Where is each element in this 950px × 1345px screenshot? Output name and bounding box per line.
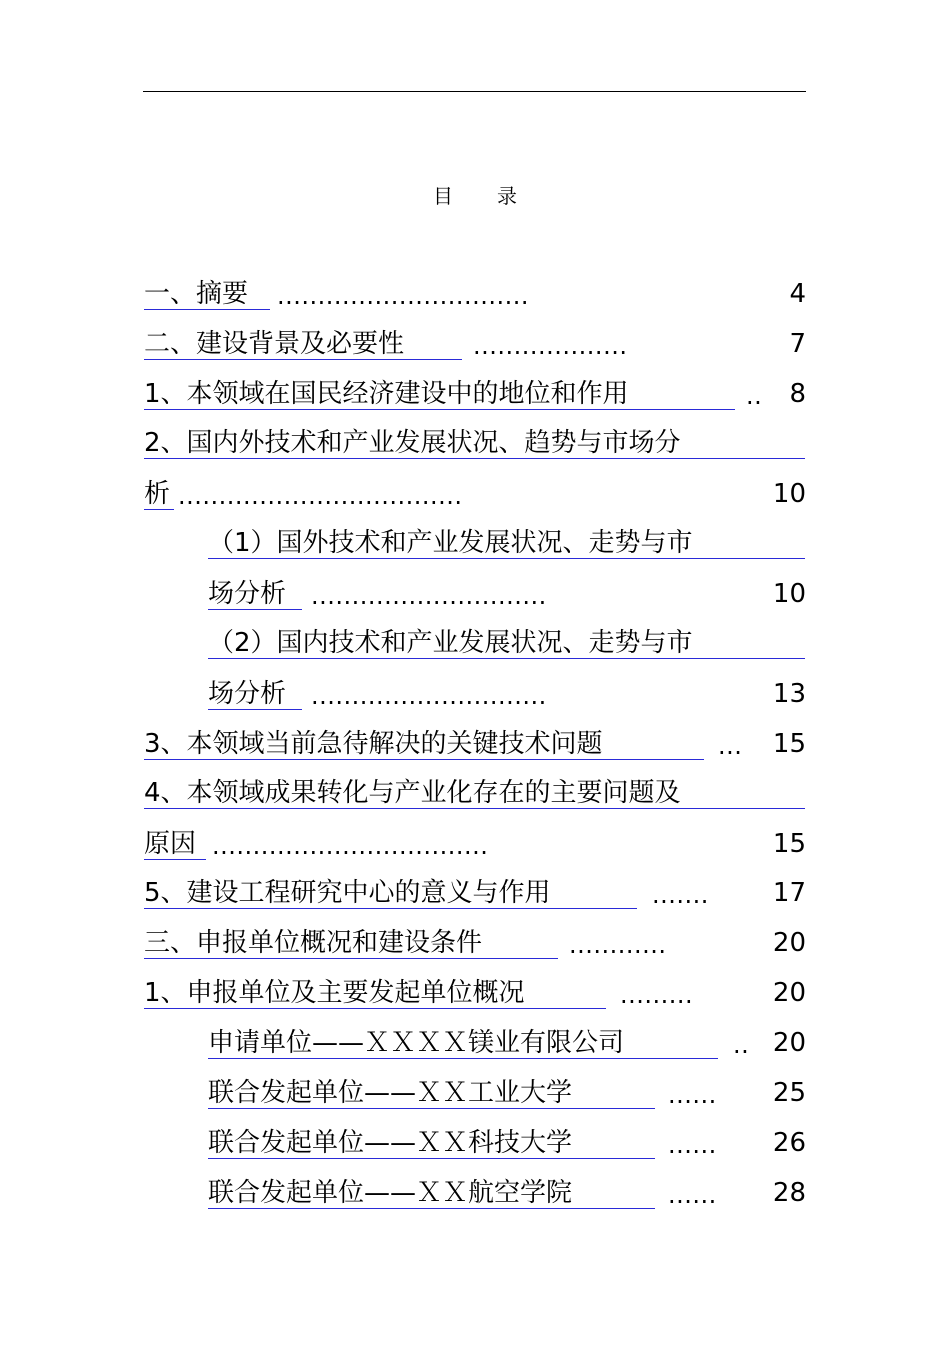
page-number: 15	[772, 729, 806, 759]
page-number: 28	[772, 1178, 806, 1208]
leader-dots: ............	[569, 931, 667, 959]
page-number: 17	[772, 878, 806, 908]
leader-dots: .............................	[311, 682, 547, 710]
page-number: 15	[772, 829, 806, 859]
leader-dots: ...	[718, 732, 743, 760]
page-number: 10	[772, 579, 806, 609]
leader-dots: ..	[733, 1031, 750, 1059]
leader-dots: ......	[668, 1131, 717, 1159]
leader-dots: .......	[652, 881, 709, 909]
page-number: 8	[789, 379, 806, 409]
leader-dots: ..................................	[212, 832, 489, 860]
leader-dots: ...................	[473, 332, 628, 360]
table-of-contents: 一、摘要 ............................... 4 二、建设背景及必要性 ................... 7 1、本领域在国民经济建设中的地位和作用 .. 8 2、国内外技术和产业发展状况、趋势与市场分 析 ................................... 10 （1）国外技术和产业发展状况、走势与市 场分析 ............................. 10 （2）国内技术和产业发展状况、走势与市 场分析 ............................. 13 3、本领域当前急待解决的关键技术问题 ... 15 4、本领域成果转化与产业化存在的主要问题及 原因 .................................. 15 5、建设工程研究中心的意义与作用 ....... 17 三、申报单位概况和建设条件 ............ 20 1、申报单位及主要发起单位概况 ......... 20 申请单位——ＸＸＸＸ镁业有限公司 .. 20 联合发起单位——ＸＸ工业大学 ...... 25 联合发起单位——ＸＸ科技大学 ...... 26 联合发起单位——ＸＸ航空学院 ...... 28	[0, 0, 950, 1345]
leader-dots: ..	[746, 382, 763, 410]
page-number: 25	[772, 1078, 806, 1108]
page-number: 4	[789, 279, 806, 309]
page-number: 20	[772, 928, 806, 958]
leader-dots: .........	[620, 981, 694, 1009]
page-number: 20	[772, 978, 806, 1008]
leader-dots: ......	[668, 1181, 717, 1209]
page-number: 13	[772, 679, 806, 709]
page-number: 20	[772, 1028, 806, 1058]
page-number: 10	[772, 479, 806, 509]
toc-heading-right: 录	[497, 184, 517, 208]
leader-dots: ...............................	[277, 282, 529, 310]
leader-dots: ...................................	[178, 482, 463, 510]
page-number: 7	[789, 329, 806, 359]
page-number: 26	[772, 1128, 806, 1158]
leader-dots: .............................	[311, 582, 547, 610]
leader-dots: ......	[668, 1081, 717, 1109]
toc-heading-left: 目	[433, 184, 453, 208]
